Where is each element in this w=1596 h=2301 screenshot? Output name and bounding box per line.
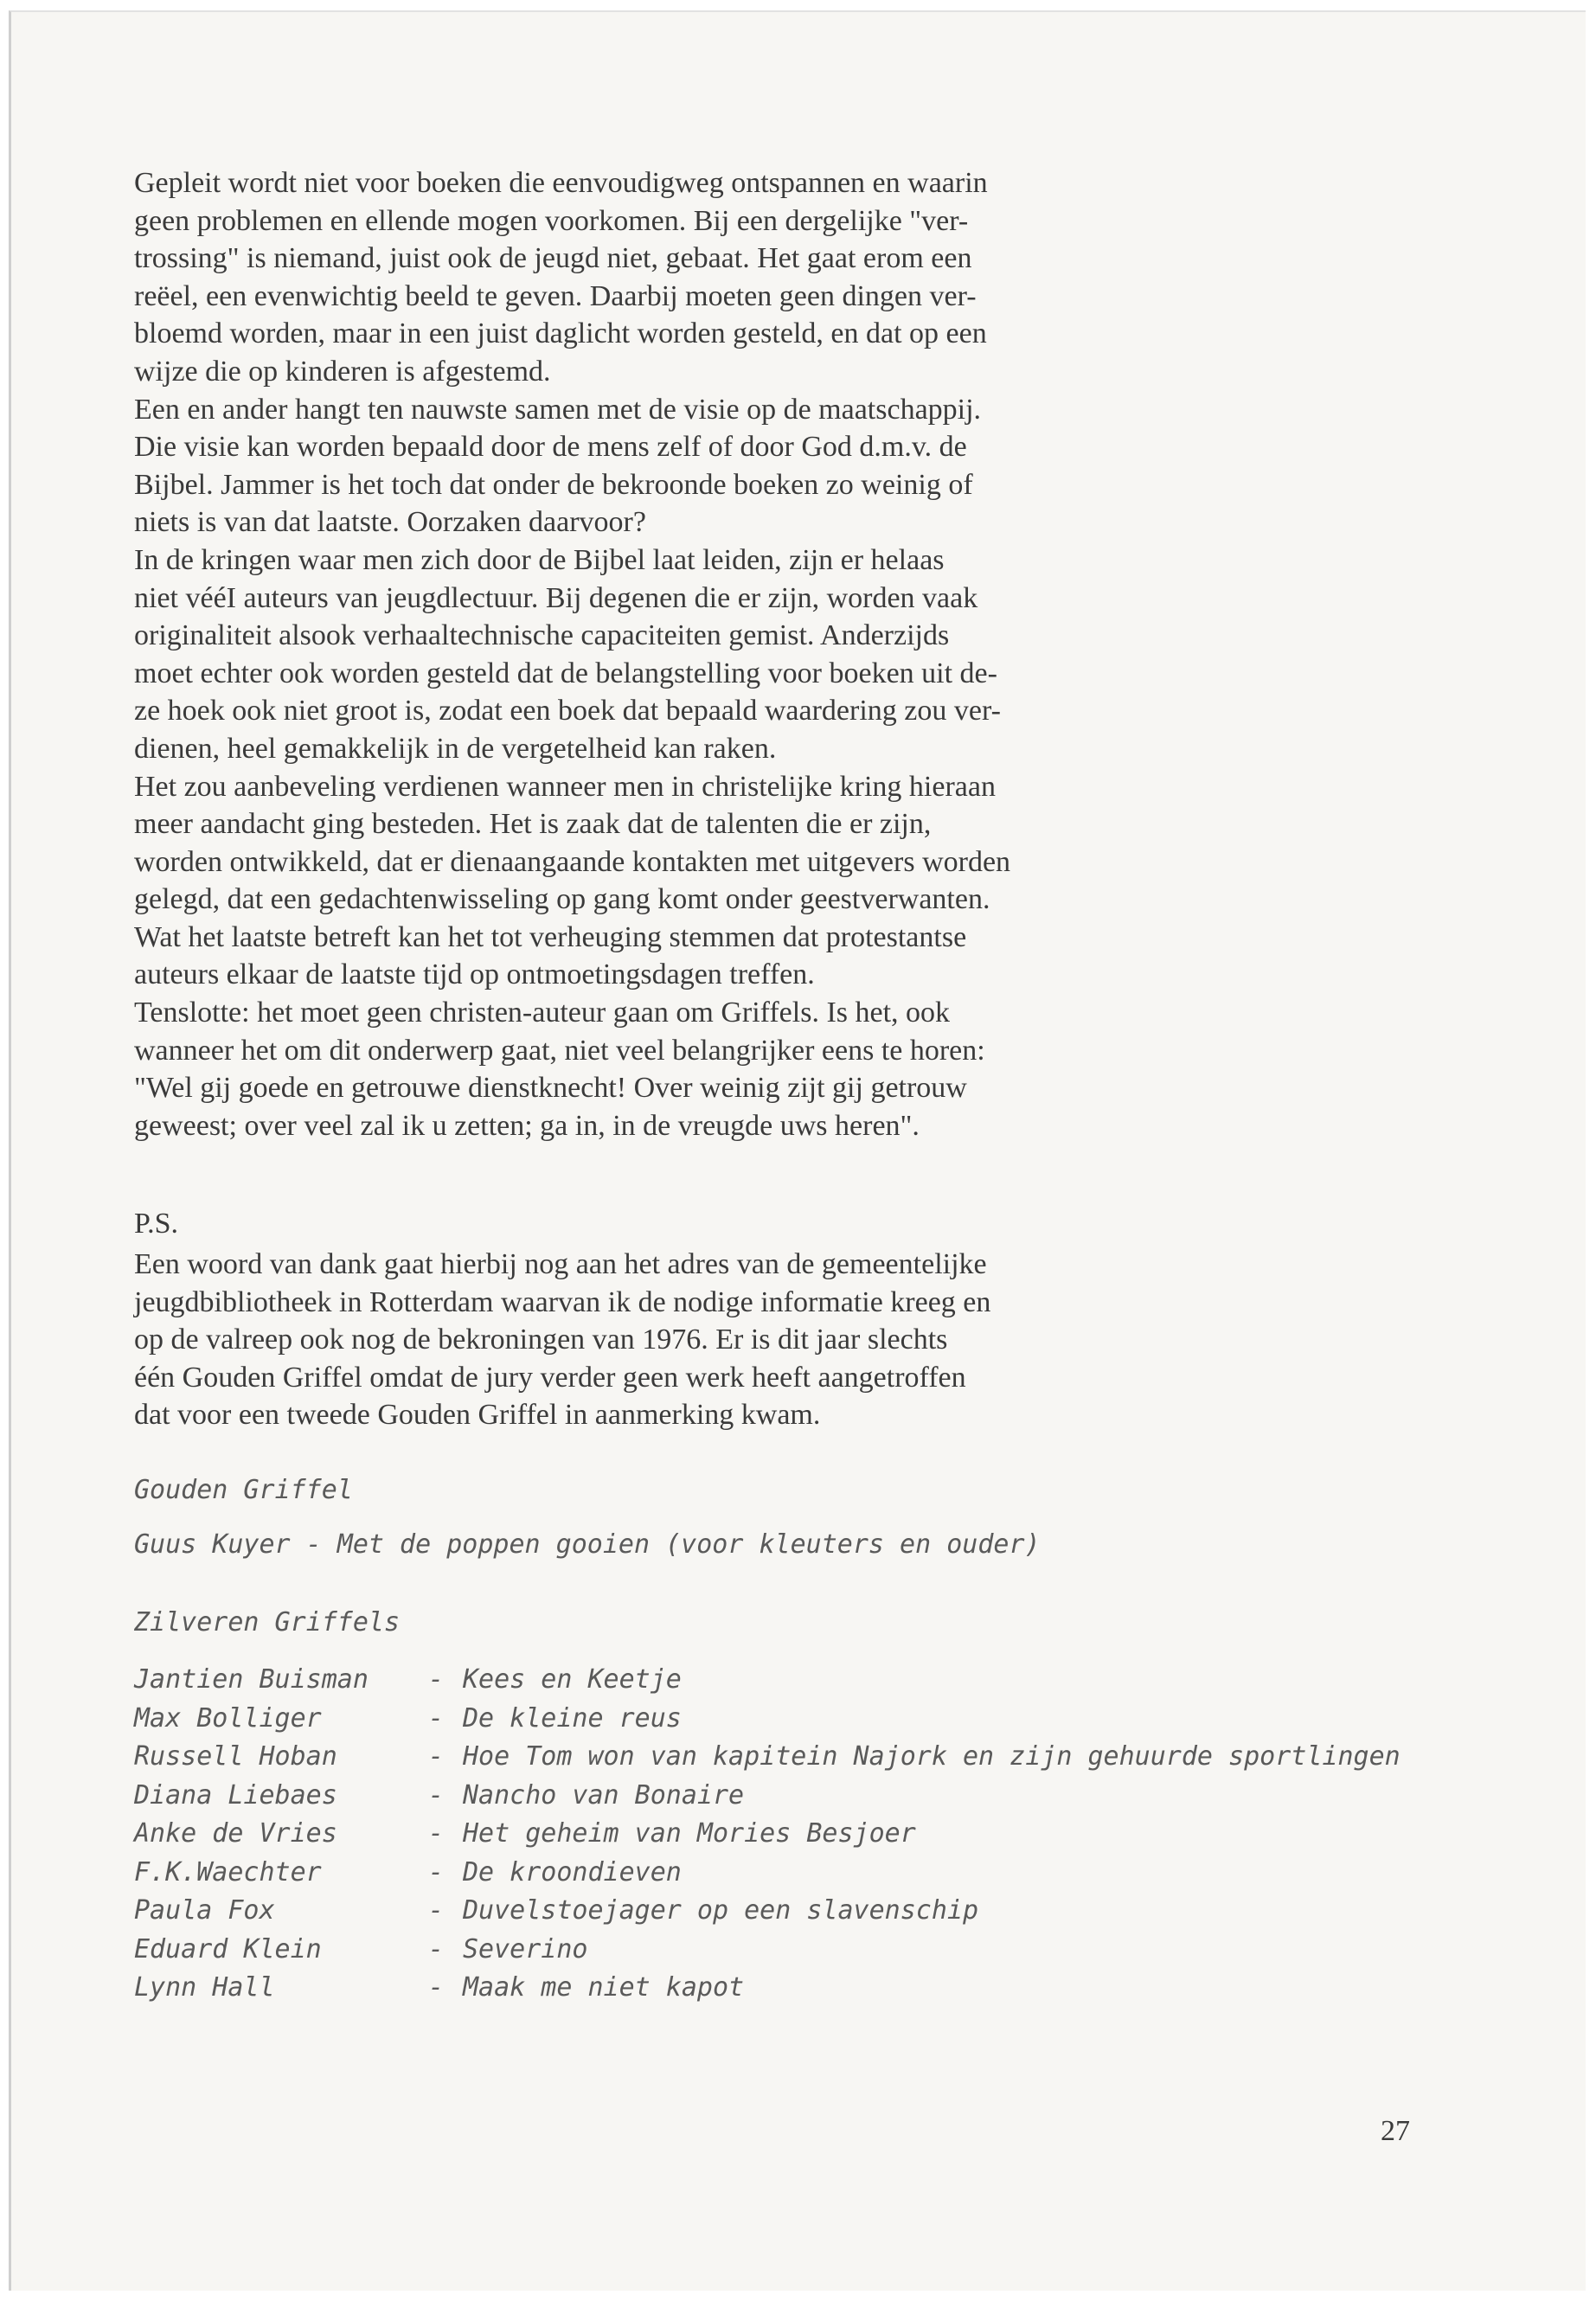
award-row	[134, 1892, 1449, 1931]
ps-line: één Gouden Griffel omdat de jury verder geen werk heeft aangetroffen	[134, 1361, 966, 1394]
award-title: De kroondieven	[463, 1856, 682, 1888]
award-dash: -	[428, 1779, 445, 1811]
award-author: Jantien Buisman	[134, 1664, 369, 1695]
award-title: De kleine reus	[463, 1702, 682, 1734]
award-dash: -	[428, 1664, 445, 1695]
body-line: In de kringen waar men zich door de Bijbel laat leiden, zijn er helaas	[134, 543, 945, 576]
award-row	[134, 1777, 1449, 1816]
body-line: trossing" is niemand, juist ook de jeugd niet, gebaat. Het gaat erom een	[134, 242, 972, 275]
body-text	[134, 164, 1414, 1144]
body-line: Gepleit wordt niet voor boeken die eenvoudigweg ontspannen en waarin	[134, 167, 988, 199]
body-line: wanneer het om dit onderwerp gaat, niet veel belangrijker eens te horen:	[134, 1034, 985, 1067]
award-dash: -	[428, 1702, 445, 1734]
award-author: Eduard Klein	[134, 1933, 322, 1965]
gouden-griffel-heading: Gouden Griffel	[134, 1475, 353, 1505]
page-number: 27	[1381, 2115, 1410, 2147]
body-line: gelegd, dat een gedachtenwisseling op gang komt onder geestverwanten.	[134, 883, 990, 916]
body-line: niet vééI auteurs van jeugdlectuur. Bij degenen die er zijn, worden vaak	[134, 581, 978, 614]
award-author: F.K.Waechter	[134, 1856, 322, 1888]
body-line: bloemd worden, maar in een juist daglicht worden gesteld, en dat op een	[134, 317, 987, 350]
award-dash: -	[428, 1895, 445, 1926]
award-title: Duvelstoejager op een slavenschip	[463, 1895, 979, 1926]
body-line: worden ontwikkeld, dat er dienaangaande kontakten met uitgevers worden	[134, 845, 1011, 878]
award-title: Severino	[463, 1933, 588, 1965]
award-dash: -	[428, 1972, 445, 2003]
body-line: reëel, een evenwichtig beeld te geven. Daarbij moeten geen dingen ver-	[134, 279, 977, 312]
body-line: geweest; over veel zal ik u zetten; ga in, in de vreugde uws heren".	[134, 1109, 920, 1142]
body-line: niets is van dat laatste. Oorzaken daarvoor?	[134, 506, 646, 539]
award-title: Nancho van Bonaire	[463, 1779, 745, 1811]
body-line: Wat het laatste betreft kan het tot verheuging stemmen dat protestantse	[134, 920, 967, 953]
body-line: dienen, heel gemakkelijk in de vergetelheid kan raken.	[134, 732, 777, 765]
body-line: ze hoek ook niet groot is, zodat een boek dat bepaald waardering zou ver-	[134, 695, 1001, 727]
ps-line: Een woord van dank gaat hierbij nog aan het adres van de gemeentelijke	[134, 1248, 987, 1280]
body-line: Bijbel. Jammer is het toch dat onder de bekroonde boeken zo weinig of	[134, 468, 973, 501]
body-line: auteurs elkaar de laatste tijd op ontmoetingsdagen treffen.	[134, 958, 815, 991]
zilveren-griffels-heading: Zilveren Griffels	[134, 1607, 401, 1638]
award-dash: -	[428, 1856, 445, 1888]
award-dash: -	[428, 1818, 445, 1849]
gouden-griffel-entry: Guus Kuyer - Met de poppen gooien (voor kleuters en ouder)	[134, 1529, 1041, 1560]
award-author: Diana Liebaes	[134, 1779, 337, 1811]
body-line: Een en ander hangt ten nauwste samen met de visie op de maatschappij.	[134, 393, 982, 426]
award-dash: -	[428, 1933, 445, 1965]
body-line: Tenslotte: het moet geen christen-auteur gaan om Griffels. Is het, ook	[134, 997, 951, 1029]
award-author: Russell Hoban	[134, 1741, 337, 1772]
award-title: Hoe Tom won van kapitein Najork en zijn gehuurde sportlingen	[463, 1741, 1401, 1772]
award-author: Anke de Vries	[134, 1818, 337, 1849]
award-row	[134, 1931, 1449, 1970]
ps-text	[134, 1246, 1414, 1434]
body-line: moet echter ook worden gesteld dat de belangstelling voor boeken uit de-	[134, 657, 997, 689]
award-row	[134, 1815, 1449, 1854]
award-title: Het geheim van Mories Besjoer	[463, 1818, 916, 1849]
award-author: Lynn Hall	[134, 1972, 275, 2003]
body-line: Die visie kan worden bepaald door de mens zelf of door God d.m.v. de	[134, 431, 967, 464]
award-author: Paula Fox	[134, 1895, 275, 1926]
body-line: originaliteit alsook verhaaltechnische capaciteiten gemist. Anderzijds	[134, 619, 950, 652]
award-title: Kees en Keetje	[463, 1664, 682, 1695]
ps-label: P.S.	[134, 1208, 179, 1240]
award-author: Max Bolliger	[134, 1702, 322, 1734]
ps-line: dat voor een tweede Gouden Griffel in aanmerking kwam.	[134, 1399, 821, 1432]
award-row	[134, 1854, 1449, 1893]
zilveren-griffels-list	[134, 1661, 1449, 2008]
award-row	[134, 1661, 1449, 1700]
award-row	[134, 1700, 1449, 1739]
body-line: geen problemen en ellende mogen voorkomen. Bij een dergelijke "ver-	[134, 204, 969, 237]
ps-line: op de valreep ook nog de bekroningen van 1976. Er is dit jaar slechts	[134, 1324, 948, 1356]
award-row	[134, 1738, 1449, 1777]
body-line: meer aandacht ging besteden. Het is zaak dat de talenten die er zijn,	[134, 808, 932, 841]
award-dash: -	[428, 1741, 445, 1772]
body-line: wijze die op kinderen is afgestemd.	[134, 355, 551, 388]
award-row	[134, 1969, 1449, 2008]
award-title: Maak me niet kapot	[463, 1972, 745, 2003]
ps-line: jeugdbibliotheek in Rotterdam waarvan ik de nodige informatie kreeg en	[134, 1285, 991, 1318]
body-line: "Wel gij goede en getrouwe dienstknecht! Over weinig zijt gij getrouw	[134, 1072, 967, 1105]
body-line: Het zou aanbeveling verdienen wanneer men in christelijke kring hieraan	[134, 770, 996, 803]
